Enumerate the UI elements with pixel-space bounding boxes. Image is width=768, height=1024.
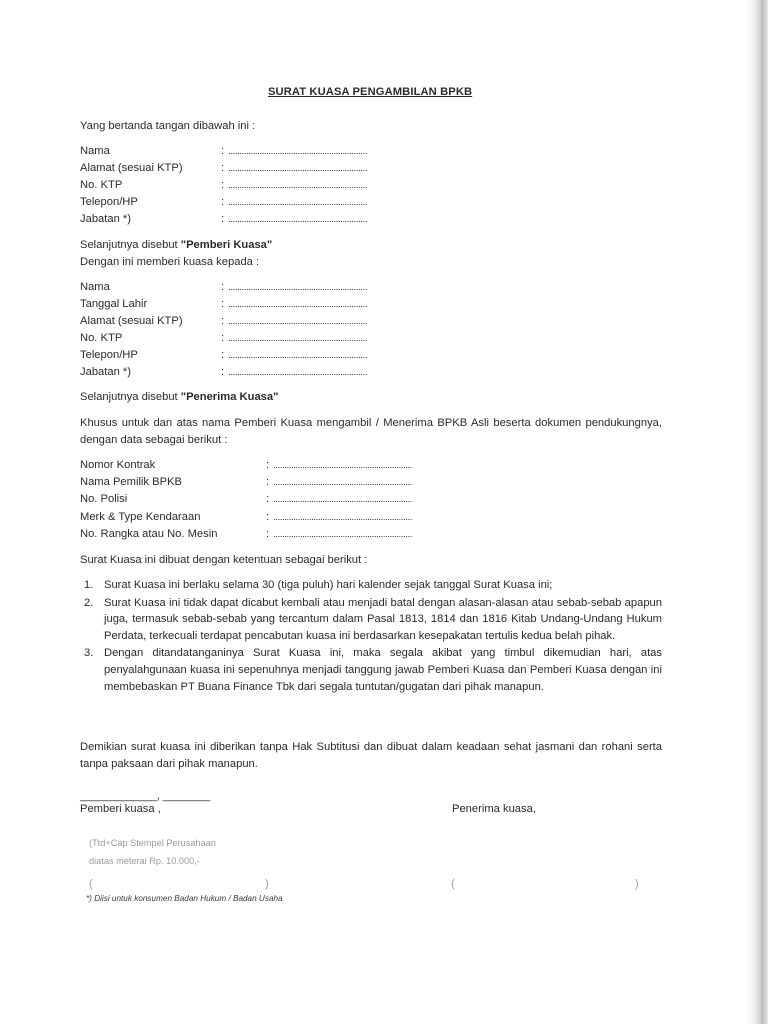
closing-paragraph: Demikian surat kuasa ini diberikan tanpa Hak Subtitusi dan dibuat dalam keadaan sehat jasmani dan rohani serta tanpa paksaan dari pihak manapun. <box>80 741 662 770</box>
field-label: Telepon/HP <box>80 196 138 208</box>
contract-number-field <box>80 457 662 474</box>
grantee-close-paren: ) <box>635 878 639 890</box>
field-label: Nama Pemilik BPKB <box>80 476 182 488</box>
field-value-blank[interactable]: : .............................................................. <box>221 349 367 361</box>
field-value-blank[interactable]: : .............................................................. <box>221 281 367 293</box>
bpkb-owner-field <box>80 474 662 491</box>
field-value-blank[interactable]: : .............................................................. <box>221 196 367 208</box>
field-value-blank[interactable]: : .............................................................. <box>266 459 412 471</box>
grantor-name-field <box>80 143 662 160</box>
field-label: Alamat (sesuai KTP) <box>80 315 183 327</box>
grant-to-text: Dengan ini memberi kuasa kepada : <box>80 256 260 268</box>
field-label: No. KTP <box>80 332 123 344</box>
grantee-signature-label: Penerima kuasa, <box>452 803 536 815</box>
list-number: 1. <box>84 579 94 591</box>
field-value-blank[interactable]: : .............................................................. <box>266 511 412 523</box>
grantee-phone-field <box>80 347 662 364</box>
list-text: Surat Kuasa ini berlaku selama 30 (tiga puluh) hari kalender sejak tanggal Surat Kuasa ini; <box>104 579 553 591</box>
document-title: SURAT KUASA PENGAMBILAN BPKB <box>268 86 473 98</box>
field-label: Jabatan *) <box>80 366 131 378</box>
field-value-blank[interactable]: : .............................................................. <box>266 476 412 488</box>
field-value-blank[interactable]: : .............................................................. <box>221 162 367 174</box>
field-label: Nama <box>80 281 110 293</box>
grantor-phone-field <box>80 194 662 211</box>
field-value-blank[interactable]: : .............................................................. <box>221 332 367 344</box>
field-label: Telepon/HP <box>80 349 138 361</box>
intro-text: Yang bertanda tangan dibawah ini : <box>80 120 256 132</box>
field-value-blank[interactable]: : .............................................................. <box>266 493 412 505</box>
vehicle-type-field <box>80 509 662 526</box>
list-number: 2. <box>84 596 94 609</box>
field-value-blank[interactable]: : .............................................................. <box>266 528 412 540</box>
police-number-field <box>80 491 662 508</box>
list-text: Surat Kuasa ini tidak dapat dicabut kembali atau menjadi batal dengan alasan-alasan atau sebab-sebab apapun juga, termasuk sebab-sebab yang tercantum dalam Pasal 1813, 1814 dan 1816 Kitab Undang-Undang Hukum Perdata, terkecuali terdapat pencabutan kuasa ini berdasarkan kesepakatan tertulis kedua belah pihak. <box>104 596 662 642</box>
field-label: No. KTP <box>80 179 123 191</box>
grantor-close-paren: ) <box>265 878 269 890</box>
grantor-address-field <box>80 160 662 177</box>
chassis-engine-field <box>80 526 662 543</box>
list-item <box>80 595 662 645</box>
list-number: 3. <box>84 647 94 660</box>
grantor-called-line: Selanjutnya disebut "Pemberi Kuasa" <box>80 239 273 251</box>
field-label: Nomor Kontrak <box>80 459 156 471</box>
field-value-blank[interactable]: : .............................................................. <box>221 366 367 378</box>
field-label: Jabatan *) <box>80 213 131 225</box>
grantor-position-field <box>80 211 662 228</box>
page-edge-shadow <box>746 0 768 1024</box>
grantor-called-name: "Pemberi Kuasa" <box>180 239 273 251</box>
terms-list <box>80 577 662 696</box>
field-label: No. Polisi <box>80 493 128 505</box>
field-label: No. Rangka atau No. Mesin <box>80 528 218 540</box>
grantee-open-paren: ( <box>451 878 455 890</box>
footnote: *) Diisi untuk konsumen Badan Hukum / Badan Usaha <box>86 894 283 903</box>
grantor-signature-label: Pemberi kuasa , <box>80 803 161 815</box>
field-label: Nama <box>80 145 110 157</box>
grantee-birthdate-field <box>80 296 662 313</box>
list-text: Dengan ditandatanganinya Surat Kuasa ini, maka segala akibat yang timbul dikemudian hari, atas penyalahgunaan kuasa ini sepenuhnya menjadi tanggung jawab Pemberi Kuasa dan Pemberi Kuasa dengan ini membebaskan PT Buana Finance Tbk dari segala tuntutan/gugatan dari pihak manapun. <box>104 647 662 693</box>
terms-intro: Surat Kuasa ini dibuat dengan ketentuan sebagai berikut : <box>80 554 368 566</box>
grantee-address-field <box>80 313 662 330</box>
field-value-blank[interactable]: : .............................................................. <box>221 145 367 157</box>
field-label: Alamat (sesuai KTP) <box>80 162 183 174</box>
grantor-ktp-field <box>80 177 662 194</box>
field-value-blank[interactable]: : .............................................................. <box>221 298 367 310</box>
grantee-position-field <box>80 364 662 381</box>
grantee-called-line: Selanjutnya disebut "Penerima Kuasa" <box>80 391 279 403</box>
field-value-blank[interactable]: : .............................................................. <box>221 179 367 191</box>
field-value-blank[interactable]: : .............................................................. <box>221 213 367 225</box>
place-date-line[interactable]: _____________, ________ <box>80 790 210 802</box>
grantee-name-field <box>80 279 662 296</box>
field-label: Tanggal Lahir <box>80 298 148 310</box>
grantee-ktp-field <box>80 330 662 347</box>
list-item <box>80 577 662 594</box>
purpose-paragraph: Khusus untuk dan atas nama Pemberi Kuasa mengambil / Menerima BPKB Asli beserta dokumen pendukungnya, dengan data sebagai berikut : <box>80 417 662 446</box>
list-item <box>80 645 662 695</box>
grantor-open-paren: ( <box>89 878 93 890</box>
stamp-note-line-1: (Ttd+Cap Stempel Perusahaan <box>89 838 216 848</box>
field-label: Merk & Type Kendaraan <box>80 511 201 523</box>
stamp-note-line-2: diatas meterai Rp. 10.000,- <box>89 856 200 866</box>
grantee-called-name: "Penerima Kuasa" <box>180 391 279 403</box>
field-value-blank[interactable]: : .............................................................. <box>221 315 367 327</box>
